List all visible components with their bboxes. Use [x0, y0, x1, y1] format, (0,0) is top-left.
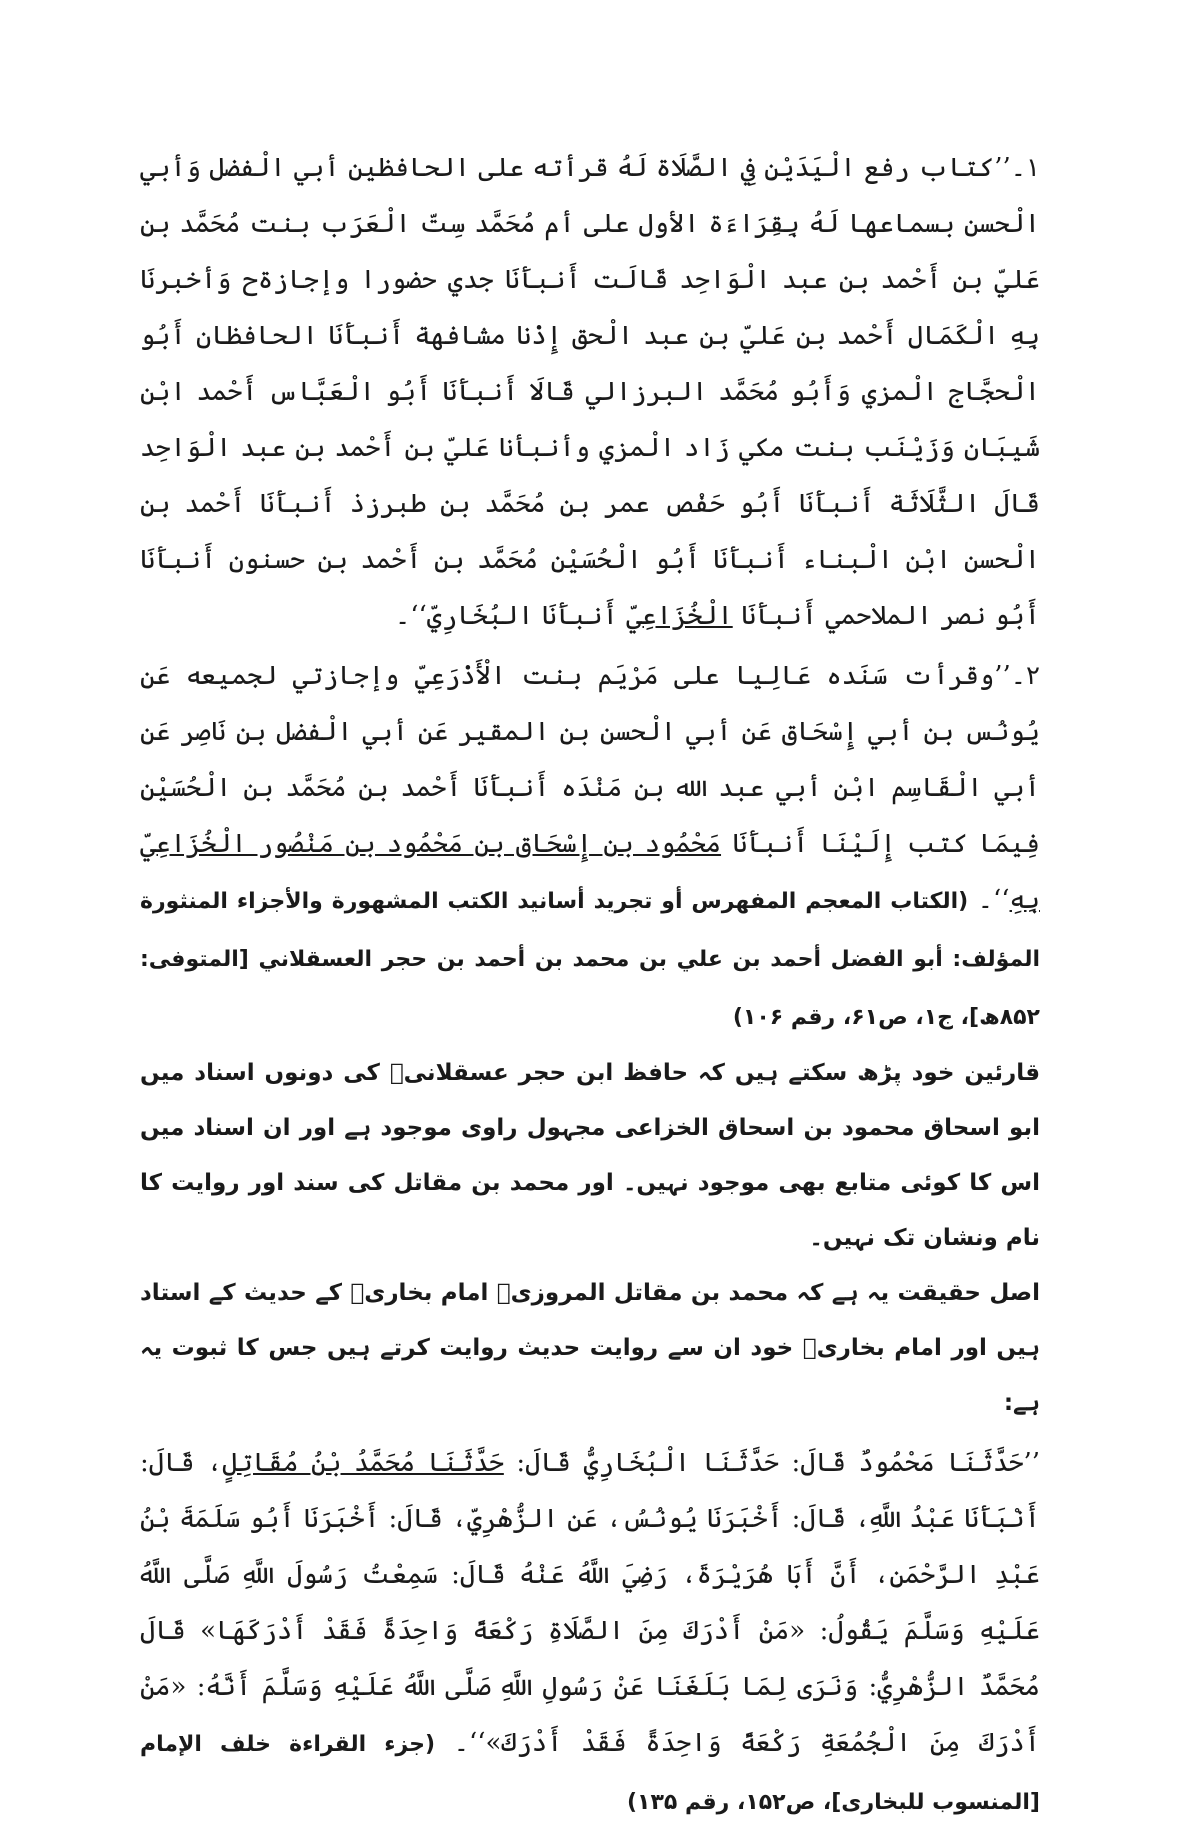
paragraph-urdu-commentary-2: اصل حقیقت یہ ہے کہ محمد بن مقاتل المروزیؒ امام بخاریؒ کے حدیث کے استاد ہیں اور امام بخاریؒ خود ان سے روایت حدیث روایت کرتے ہیں جس کا ثبوت یہ ہے: — [140, 1280, 1040, 1416]
hadith-text-cont: ، قَالَ: أَنْبَأَنَا عَبْدُ اللَّهِ، قَالَ: أَخْبَرَنَا يُونُسُ، عَنِ الزُّهْرِيِّ، قَالَ: أَخْبَرَنَا أَبُو سَلَمَةَ بْنُ عَبْدِ الرَّحْمَنِ، أَنَّ أَبَا هُرَيْرَةَ، رَضِيَ اللَّهُ عَنْهُ قَالَ: سَمِعْتُ رَسُولَ اللَّهِ صَلَّى اللَّهُ عَلَيْهِ وَسَلَّمَ يَقُولُ: «مَنْ أَدْرَكَ مِنَ الصَّلَاةِ رَكْعَةً وَاحِدَةً فَقَدْ أَدْرَكَهَا» قَالَ مُحَمَّدٌ الزُّهْرِيُّ: وَنَرَى لِمَا بَلَغَنَا عَنْ رَسُولِ اللَّهِ صَلَّى اللَّهُ عَلَيْهِ وَسَلَّمَ أَنَّهُ: «مَنْ أَدْرَكَ مِنَ الْجُمُعَةِ رَكْعَةً وَاحِدَةً فَقَدْ أَدْرَكَ»‘‘۔ — [140, 1448, 1040, 1758]
isnad-2-reference: (الكتاب المعجم المفهرس أو تجريد أسانيد الكتب المشهورة والأجزاء المنثورة المؤلف: أبو الفضل أحمد بن علي بن محمد بن أحمد بن حجر العسقلاني [المتوفى: ۸۵۲ھ]، ج۱، ص۶۱، رقم ۱۰۶) — [140, 889, 1040, 1030]
isnad-1-text-end: أَنبأَنَا البُخَارِيّ‘‘۔ — [394, 601, 627, 631]
paragraph-isnad-1 — [140, 140, 1040, 644]
paragraph-hadith-quote — [140, 1435, 1040, 1831]
isnad-2-underlined-narrator: مَحْمُود بن إِسْحَاق بن مَحْمُود بن مَنْصُور الْخُزَاعِيّ بِهِ — [140, 829, 1040, 915]
paragraph-isnad-2 — [140, 648, 1040, 1046]
isnad-1-underlined-narrator: الْخُزَاعِيّ — [626, 601, 733, 631]
document-body — [140, 140, 1040, 1831]
isnad-1-text: ۱۔’’کتاب رفع الْيَدَيْنِ فِي الصَّلَاة لَهُ قرأته على الحافظين أبي الْفضل وَأبي الْحسن بسماعها لَهُ بِقِرَاءَة الأول على أم مُحَمَّد سِتّ الْعَرَب بنت مُحَمَّد بن عَليّ بن أَحْمد بن عبد الْوَاحِد قَالَت أَنبأَنَا جدي حضورا وإجازةح وَأخبرنَا بِهِ الْكَمَال أَحْمد بن عَليّ بن عبد الْحق إِذْنا مشافهة أَنبأَنَا الحافظان أَبُو الْحجَّاج الْمزي وَأَبُو مُحَمَّد البرزالي قَالَا أَنبأَنَا أَبُو الْعَبَّاس أَحْمد ابْن شَيبَان وَزَيْنَب بنت مكي زَاد الْمزي وأنبأنا عَليّ بن أَحْمد بن عبد الْوَاحِد قَالَ الثَّلَاثَة أَنبأَنَا أَبُو حَفْص عمر بن مُحَمَّد بن طبرزذ أَنبأَنَا أَحْمد بن الْحسن ابْن الْبناء أَنبأَنَا أَبُو الْحُسَيْن مُحَمَّد بن أَحْمد بن حسنون أَنبأَنَا أَبُو نصر الملاحمي أَنبأَنَا — [140, 153, 1040, 631]
isnad-2-text: ۲۔’’وقرأت سَنَده عَالِيا على مَرْيَم بنت الْأَذْرَعِيّ وإجازتي لجميعه عَن يُونُس بن أبي إِسْحَاق عَن أبي الْحسن بن المقير عَن أبي الْفضل بن نَاصِر عَن أبي الْقَاسِم ابْن أبي عبد الله بن مَنْدَه أَنبأَنَا أَحْمد بن مُحَمَّد بن الْحُسَيْن فِيمَا كتب إِلَيْنَا أَنبأَنَا — [140, 661, 1040, 859]
hadith-text: ’’حَدَّثَنَا مَحْمُودٌ قَالَ: حَدَّثَنَا الْبُخَارِيُّ قَالَ: — [503, 1448, 1040, 1478]
isnad-2-text-end: ‘‘۔ — [968, 885, 1010, 915]
paragraph-urdu-commentary-1: قارئین خود پڑھ سکتے ہیں کہ حافظ ابن حجر عسقلانیؒ کی دونوں اسناد میں ابو اسحاق محمود بن اسحاق الخزاعی مجہول راوی موجود ہے اور ان اسناد میں اس کا کوئی متابع بھی موجود نہیں۔ اور محمد بن مقاتل کی سند اور روایت کا نام ونشان تک نہیں۔ — [140, 1060, 1040, 1251]
hadith-reference: (جزء القراءة خلف الإمام [المنسوب للبخاری]، ص۱۵۲، رقم ۱۳۵) — [140, 1732, 1040, 1815]
hadith-underlined-narrator: حَدَّثَنَا مُحَمَّدُ بْنُ مُقَاتِلٍ — [222, 1448, 504, 1478]
